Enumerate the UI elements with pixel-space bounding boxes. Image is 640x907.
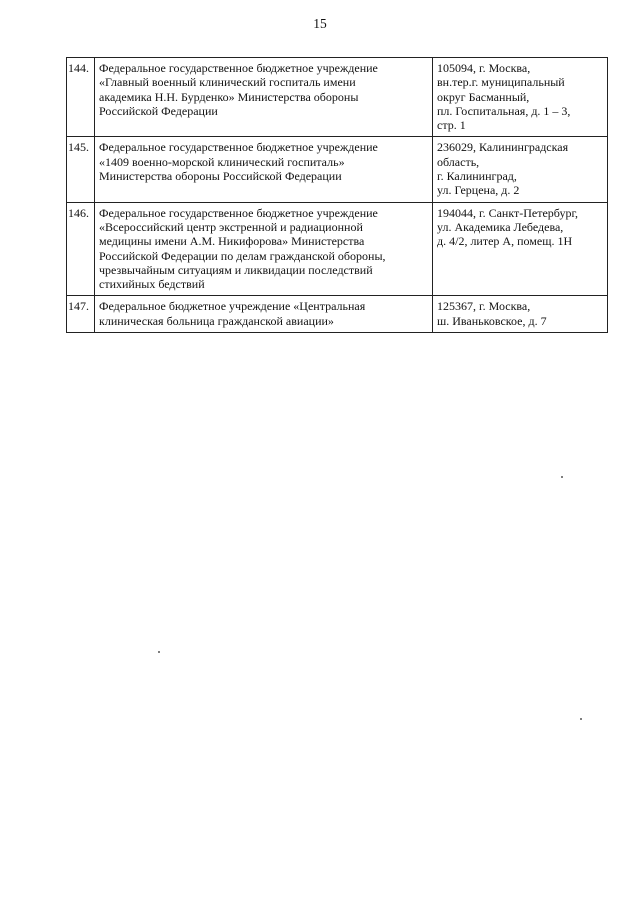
text-line: «1409 военно-морской клинический госпиталь» (99, 154, 345, 169)
text-line: «Главный военный клинический госпиталь имени (99, 75, 356, 90)
text-line: ш. Иваньковское, д. 7 (437, 313, 547, 328)
text-line: Федеральное государственное бюджетное учреждение (99, 205, 378, 220)
institution-name (95, 137, 433, 202)
text-line: клиническая больница гражданской авиации» (99, 313, 334, 328)
text-line: вн.тер.г. муниципальный (437, 75, 565, 90)
page-number: 15 (313, 16, 327, 31)
institution-address (433, 202, 608, 296)
text-line: Федеральное государственное бюджетное учреждение (99, 140, 378, 155)
text-line: Российской Федерации по делам гражданской обороны, (99, 248, 386, 263)
table-row (67, 58, 608, 137)
row-number: 145. (67, 137, 95, 202)
text-line: 194044, г. Санкт-Петербург, (437, 205, 579, 220)
text-line: г. Калининград, (437, 169, 517, 184)
scan-speck (158, 651, 160, 653)
text-line: 105094, г. Москва, (437, 61, 531, 75)
text-line: Федеральное бюджетное учреждение «Центральная (99, 299, 366, 314)
institution-name (95, 58, 433, 137)
text-line: 125367, г. Москва, (437, 299, 531, 314)
text-line: академика Н.Н. Бурденко» Министерства обороны (99, 89, 359, 104)
text-line: ул. Академика Лебедева, (437, 219, 564, 234)
scan-speck (561, 476, 563, 478)
text-line: Российской Федерации (99, 103, 218, 118)
text-line: ул. Герцена, д. 2 (437, 183, 520, 198)
text-line: Федеральное государственное бюджетное учреждение (99, 61, 378, 75)
institution-address (433, 58, 608, 137)
institution-name (95, 296, 433, 333)
text-line: стихийных бедствий (99, 277, 205, 292)
text-line: Министерства обороны Российской Федерации (99, 169, 342, 184)
institution-name (95, 202, 433, 296)
institution-address (433, 296, 608, 333)
institution-address (433, 137, 608, 202)
scan-speck (580, 718, 582, 720)
text-line: медицины имени А.М. Никифорова» Министерства (99, 234, 365, 249)
table-row (67, 202, 608, 296)
text-line: округ Басманный, (437, 89, 530, 104)
row-number: 144. (67, 58, 95, 137)
table-row (67, 137, 608, 202)
text-line: д. 4/2, литер А, помещ. 1Н (437, 234, 573, 249)
text-line: «Всероссийский центр экстренной и радиационной (99, 219, 363, 234)
table-row (67, 296, 608, 333)
institutions-table (66, 57, 608, 333)
text-line: стр. 1 (437, 118, 466, 133)
text-line: область, (437, 154, 480, 169)
row-number: 147. (67, 296, 95, 333)
row-number: 146. (67, 202, 95, 296)
text-line: пл. Госпитальная, д. 1 – 3, (437, 103, 571, 118)
text-line: 236029, Калининградская (437, 140, 569, 155)
text-line: чрезвычайным ситуациям и ликвидации последствий (99, 262, 373, 277)
